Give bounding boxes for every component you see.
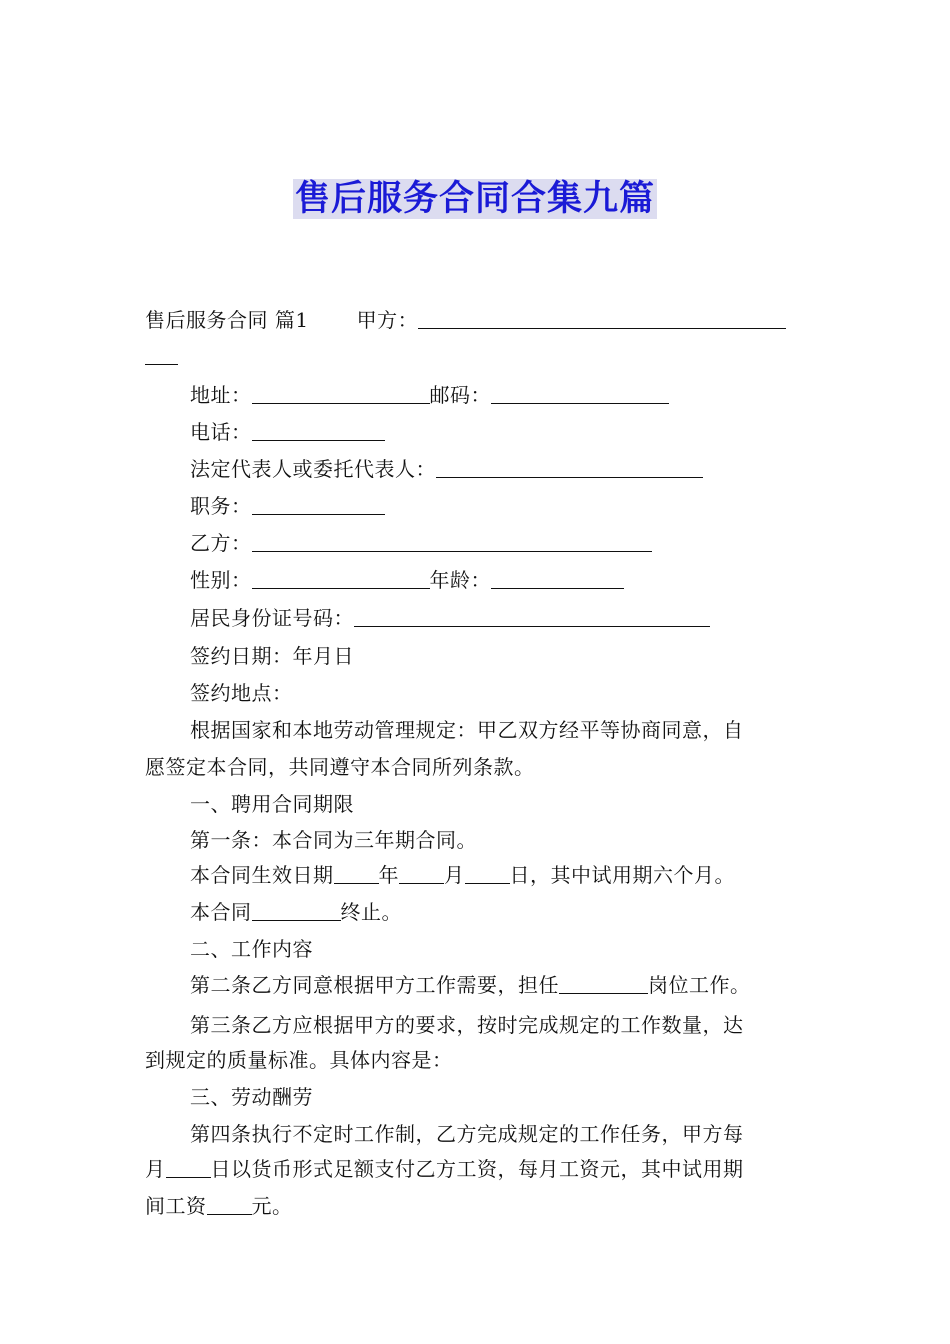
post-blank [559, 973, 648, 994]
party-a-blank-continued [145, 342, 810, 370]
phone-label: 电话： [190, 420, 252, 444]
party-b-line [190, 529, 810, 557]
month-blank [399, 863, 444, 884]
contract-heading-line [145, 306, 810, 334]
postcode-label: 邮码： [429, 383, 491, 407]
document-title-text: 售后服务合同合集九篇 [294, 179, 655, 219]
article-4-probation-label: 间工资 [145, 1194, 207, 1218]
address-blank [252, 383, 430, 404]
term-line [190, 898, 810, 926]
gender-label: 性别： [190, 568, 252, 592]
party-b-label: 乙方： [190, 531, 252, 555]
day-blank [465, 863, 510, 884]
article-3-line-1: 第三条乙方应根据甲方的要求，按时完成规定的工作数量，达 [190, 1013, 744, 1037]
term-end-label: 终止。 [340, 900, 402, 924]
position-blank [252, 494, 385, 515]
day-label: 日，其中试用期六个月。 [509, 863, 735, 887]
party-a-label: 甲方： [356, 308, 419, 332]
article-4-yuan: 元。 [251, 1194, 293, 1218]
age-label: 年龄： [429, 568, 491, 592]
article-1: 第一条：本合同为三年期合同。 [190, 828, 477, 852]
id-number-blank [354, 606, 710, 627]
term-label: 本合同 [190, 900, 252, 924]
position-label: 职务： [190, 494, 252, 518]
pay-day-blank [166, 1157, 211, 1178]
month-label: 月 [444, 863, 465, 887]
position-line [190, 492, 810, 520]
article-3-line-2: 到规定的质量标准。具体内容是： [145, 1048, 453, 1072]
article-4-line-3 [145, 1192, 810, 1220]
paragraph-1-line-2: 愿签定本合同，共同遵守本合同所列条款。 [145, 755, 535, 779]
representative-blank [436, 457, 703, 478]
postcode-blank [491, 383, 669, 404]
representative-label: 法定代表人或委托代表人： [190, 457, 436, 481]
party-b-blank [252, 531, 652, 552]
phone-blank [252, 420, 385, 441]
effective-date-line [190, 861, 810, 889]
document-title [0, 176, 950, 222]
gender-age-line [190, 566, 810, 594]
article-2-text: 第二条乙方同意根据甲方工作需要，担任 [190, 973, 559, 997]
phone-line [190, 418, 810, 446]
year-blank [334, 863, 379, 884]
gender-blank [252, 568, 430, 589]
section-1-heading: 一、聘用合同期限 [190, 792, 354, 816]
article-4-line-1: 第四条执行不定时工作制，乙方完成规定的工作任务，甲方每 [190, 1122, 744, 1146]
paragraph-1-line-1: 根据国家和本地劳动管理规定：甲乙双方经平等协商同意，自 [190, 718, 744, 742]
article-2-end: 岗位工作。 [648, 973, 751, 997]
address-label: 地址： [190, 383, 252, 407]
party-a-blank [418, 308, 786, 329]
address-line [190, 381, 810, 409]
sign-place-line: 签约地点： [190, 681, 293, 705]
term-blank [252, 900, 341, 921]
representative-line [190, 455, 810, 483]
article-4-month: 月 [145, 1157, 166, 1181]
age-blank [491, 568, 624, 589]
id-number-label: 居民身份证号码： [190, 606, 354, 630]
sign-date-line: 签约日期：年月日 [190, 644, 354, 668]
effective-date-label: 本合同生效日期 [190, 863, 334, 887]
probation-pay-blank [207, 1194, 252, 1215]
article-4-line-2 [145, 1155, 810, 1183]
contract-label: 售后服务合同 篇1 [145, 308, 309, 332]
section-2-heading: 二、工作内容 [190, 937, 313, 961]
article-4-text: 日以货币形式足额支付乙方工资，每月工资元，其中试用期 [210, 1157, 744, 1181]
section-3-heading: 三、劳动酬劳 [190, 1085, 313, 1109]
id-number-line [190, 604, 810, 632]
year-label: 年 [378, 863, 399, 887]
blank-line [145, 344, 178, 365]
article-2 [190, 971, 810, 999]
